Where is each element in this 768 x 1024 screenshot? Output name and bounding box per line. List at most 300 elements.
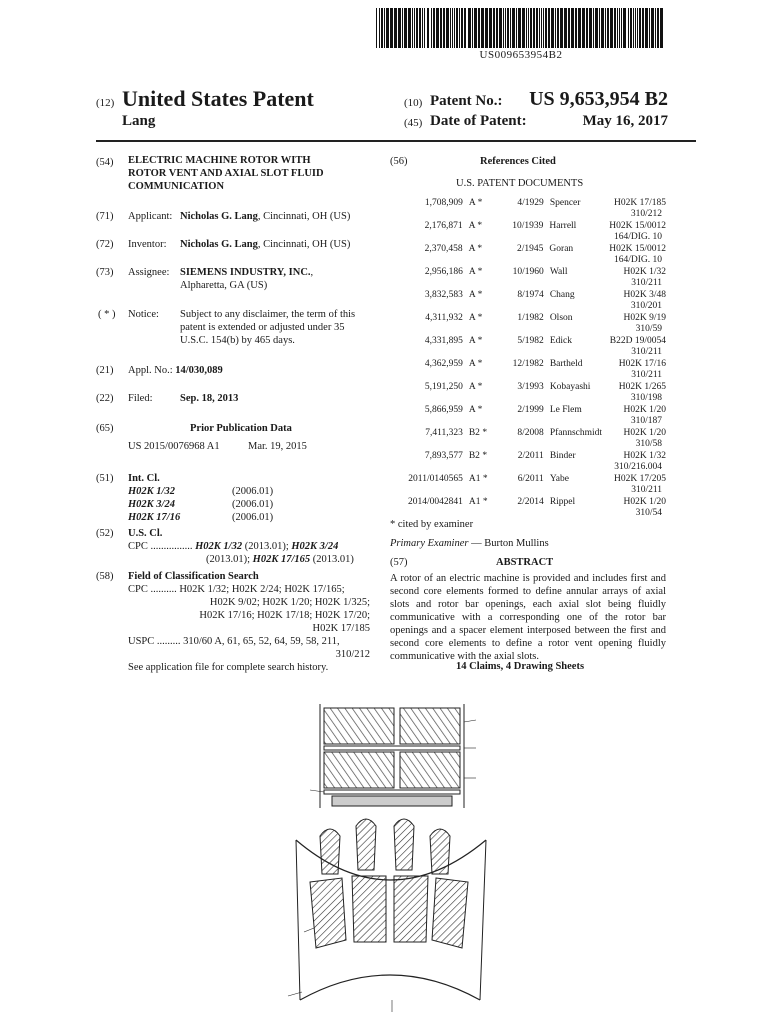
reference-subclass: 310/211 [631, 485, 662, 495]
int-cl-version: (2006.01) [232, 499, 274, 510]
code-52: (52) [96, 528, 114, 539]
barcode-bar [557, 8, 559, 48]
cpc-version: (2013.01); [206, 554, 253, 565]
inventor-label: Inventor: [128, 239, 167, 250]
claims-and-drawing-sheets: 14 Claims, 4 Drawing Sheets [456, 661, 585, 672]
barcode [376, 8, 666, 48]
barcode-bar [424, 8, 425, 48]
reference-name: Spencer [549, 198, 581, 208]
barcode-bar [412, 8, 413, 48]
representative-drawing [280, 700, 500, 1016]
reference-name: Chang [549, 290, 575, 300]
reference-number: 4,331,895 [424, 336, 463, 346]
barcode-bar [551, 8, 554, 48]
barcode-bar [419, 8, 421, 48]
reference-number: 2,956,186 [424, 267, 463, 277]
title-line: ROTOR VENT AND AXIAL SLOT FLUID [128, 168, 324, 179]
barcode-bar [507, 8, 509, 48]
assignee: SIEMENS INDUSTRY, INC., Alpharetta, GA (US) [180, 267, 314, 291]
date-label: Date of Patent: [430, 113, 527, 129]
reference-date: 2/1945 [517, 244, 544, 254]
barcode-bar [575, 8, 577, 48]
reference-number: 2011/0140565 [408, 474, 463, 484]
barcode-bar [528, 8, 529, 48]
barcode-bar [386, 8, 389, 48]
reference-class: H02K 1/20 [623, 428, 666, 438]
filed-date: Sep. 18, 2013 [180, 393, 239, 404]
int-cl-code: H02K 17/16 [128, 512, 181, 523]
reference-name: Olson [549, 313, 573, 323]
examiner-cited-star: * [477, 382, 483, 392]
barcode-bar [431, 8, 432, 48]
barcode-bar [427, 8, 429, 48]
cited-by-examiner-note: * cited by examiner [390, 519, 474, 530]
barcode-bar [456, 8, 458, 48]
barcode-bar [571, 8, 574, 48]
reference-kind-code: A [468, 336, 476, 346]
barcode-bar [468, 8, 471, 48]
reference-kind [463, 221, 501, 232]
cpc-version: (2013.01); [242, 541, 292, 552]
reference-entry [386, 221, 666, 243]
reference-kind [463, 359, 501, 370]
barcode-bar [601, 8, 604, 48]
barcode-bar [614, 8, 616, 48]
header-rule [96, 140, 696, 142]
examiner-cited-star: * [482, 497, 488, 507]
code-notice: ( * ) [98, 309, 116, 320]
code-58: (58) [96, 571, 114, 582]
barcode-bar [496, 8, 498, 48]
prior-publication-date: Mar. 19, 2015 [248, 441, 307, 452]
barcode-bar [564, 8, 567, 48]
reference-kind [463, 198, 501, 209]
reference-date: 2/2014 [517, 497, 544, 507]
document-number: US009653954B2 [479, 49, 563, 61]
barcode-bar [621, 8, 622, 48]
reference-class: H02K 1/20 [623, 405, 666, 415]
barcode-bar [522, 8, 525, 48]
field-uspc [128, 635, 370, 661]
reference-name: Edick [549, 336, 572, 346]
barcode-bar [408, 8, 411, 48]
reference-class: H02K 15/0012 [609, 244, 666, 254]
reference-number: 5,191,250 [424, 382, 463, 392]
barcode-bar [637, 8, 638, 48]
barcode-bar [548, 8, 550, 48]
reference-number: 2,176,871 [424, 221, 463, 231]
reference-kind [463, 313, 501, 324]
reference-kind-code: A [468, 198, 476, 208]
inventor-surname: Lang [122, 113, 156, 129]
code-22: (22) [96, 393, 114, 404]
int-cl-row [128, 498, 298, 511]
reference-kind [463, 290, 501, 301]
references-heading: References Cited [480, 156, 556, 167]
notice-line: Subject to any disclaimer, the term of this [180, 309, 356, 320]
int-cl-code: H02K 3/24 [128, 499, 175, 510]
reference-entry [386, 474, 666, 496]
code-45: (45) [404, 117, 423, 129]
barcode-bar [568, 8, 570, 48]
notice-line: patent is extended or adjusted under 35 [180, 322, 345, 333]
reference-subclass: 310/212 [630, 209, 662, 219]
reference-date: 2/1999 [517, 405, 544, 415]
reference-subclass: 310/201 [630, 301, 662, 311]
code-65: (65) [96, 423, 114, 434]
examiner-cited-star: * [482, 474, 488, 484]
code-21: (21) [96, 365, 114, 376]
code-54: (54) [96, 157, 114, 168]
barcode-bar [450, 8, 451, 48]
reference-kind-code: A [468, 244, 475, 254]
filed-label: Filed: [128, 393, 153, 404]
barcode-bar [545, 8, 547, 48]
reference-subclass: 310/216.004 [614, 462, 662, 472]
int-cl-list [128, 485, 298, 524]
barcode-bar [404, 8, 407, 48]
barcode-bar [454, 8, 455, 48]
barcode-bar [464, 8, 466, 48]
reference-kind [463, 336, 501, 347]
field-of-search-label: Field of Classification Search [128, 571, 259, 582]
barcode-bar [582, 8, 585, 48]
barcode-bar [414, 8, 415, 48]
barcode-bar [610, 8, 613, 48]
barcode-bar [630, 8, 632, 48]
patent-date: May 16, 2017 [582, 113, 668, 129]
inventor [180, 238, 350, 251]
reference-subclass: 310/59 [635, 324, 662, 334]
reference-subclass: 310/211 [631, 370, 662, 380]
int-cl-code: H02K 1/32 [128, 486, 175, 497]
barcode-bar [555, 8, 556, 48]
code-72: (72) [96, 239, 114, 250]
reference-class: H02K 1/32 [623, 451, 666, 461]
reference-entry [386, 267, 666, 289]
notice-text [180, 308, 370, 347]
code-10: (10) [404, 97, 423, 109]
barcode-bar [452, 8, 453, 48]
examiner-cited-star: * [477, 221, 483, 231]
reference-entry [386, 359, 666, 381]
examiner-cited-star: * [477, 313, 483, 323]
primary-examiner-name: — Burton Mullins [468, 538, 549, 549]
barcode-bar [635, 8, 636, 48]
barcode-bar [660, 8, 663, 48]
reference-class: H02K 15/0012 [609, 221, 666, 231]
barcode-bar [416, 8, 418, 48]
reference-class: H02K 3/48 [623, 290, 666, 300]
field-cpc [128, 583, 370, 635]
reference-subclass: 310/211 [631, 347, 662, 357]
barcode-bar [536, 8, 538, 48]
reference-subclass: 310/54 [635, 508, 662, 518]
barcode-bar [398, 8, 401, 48]
reference-number: 4,362,959 [424, 359, 463, 369]
reference-date: 4/1929 [517, 198, 544, 208]
reference-date: 10/1939 [512, 221, 544, 231]
code-12: (12) [96, 97, 115, 109]
examiner-cited-star: * [477, 290, 483, 300]
barcode-bar [633, 8, 634, 48]
barcode-bar [605, 8, 606, 48]
code-56: (56) [390, 156, 408, 167]
us-cl-cpc [128, 540, 373, 566]
prior-publication-heading: Prior Publication Data [190, 423, 292, 434]
reference-entry [386, 336, 666, 358]
notice-label: Notice: [128, 309, 159, 320]
barcode-bar [649, 8, 650, 48]
reference-class: B22D 19/0054 [609, 336, 666, 346]
field-cpc-line: H02K 17/185 [312, 623, 370, 634]
examiner-cited-star: * [477, 244, 483, 254]
reference-entry [386, 244, 666, 266]
title-line: COMMUNICATION [128, 181, 225, 192]
barcode-bar [493, 8, 495, 48]
int-cl-label: Int. Cl. [128, 473, 160, 484]
reference-kind [463, 382, 501, 393]
barcode-bar [655, 8, 656, 48]
reference-entry [386, 405, 666, 427]
uspc-line: 310/212 [335, 649, 370, 660]
us-patent-documents-heading: U.S. PATENT DOCUMENTS [456, 178, 584, 189]
reference-kind-code: A [468, 267, 476, 277]
barcode-bar [619, 8, 620, 48]
reference-kind-code: B2 [468, 451, 480, 461]
barcode-bar [402, 8, 403, 48]
barcode-bar [543, 8, 544, 48]
applicant [180, 210, 350, 223]
reference-kind-code: A [468, 382, 476, 392]
applicant-label: Applicant: [128, 211, 173, 222]
reference-kind [463, 451, 501, 462]
examiner-cited-star: * [477, 267, 483, 277]
barcode-bar [485, 8, 488, 48]
reference-kind [463, 267, 501, 278]
reference-class: H02K 1/20 [623, 497, 666, 507]
rotor-slot-view [288, 819, 486, 1012]
barcode-bar [510, 8, 511, 48]
barcode-bar [541, 8, 542, 48]
prior-publication-number: US 2015/0076968 A1 [128, 441, 220, 452]
barcode-bar [433, 8, 435, 48]
appl-label: Appl. No.: [128, 365, 173, 376]
barcode-bar [586, 8, 588, 48]
reference-kind-code: A1 [468, 474, 481, 484]
reference-subclass: 164/DIG. 10 [613, 255, 662, 265]
reference-number: 7,893,577 [424, 451, 463, 461]
assignee-label: Assignee: [128, 267, 170, 278]
reference-name: Le Flem [549, 405, 582, 415]
reference-date: 3/1993 [517, 382, 544, 392]
barcode-bar [642, 8, 644, 48]
reference-name: Yabe [549, 474, 569, 484]
examiner-cited-star: * [477, 359, 483, 369]
cpc-version: (2013.01) [310, 554, 354, 565]
reference-number: 4,311,932 [425, 313, 463, 323]
reference-class: H02K 9/19 [623, 313, 666, 323]
reference-number: 2014/0042841 [407, 497, 463, 507]
examiner-cited-star: * [477, 405, 483, 415]
barcode-bar [384, 8, 385, 48]
examiner-cited-star: * [477, 198, 483, 208]
barcode-bar [503, 8, 504, 48]
applicant-location: , Cincinnati, OH (US) [257, 211, 351, 222]
reference-name: Kobayashi [549, 382, 591, 392]
field-cpc-line: CPC .......... H02K 1/32; H02K 2/24; H02K 17/165; [128, 584, 345, 595]
field-cpc-line: H02K 9/02; H02K 1/20; H02K 1/325; [209, 597, 370, 608]
barcode-bar [530, 8, 532, 48]
barcode-bar [645, 8, 648, 48]
barcode-bar [481, 8, 484, 48]
barcode-bar [489, 8, 492, 48]
reference-kind-code: A [468, 290, 476, 300]
barcode-bar [651, 8, 654, 48]
invention-title [128, 154, 378, 193]
examiner-cited-star: * [482, 428, 488, 438]
field-cpc-line: H02K 17/16; H02K 17/18; H02K 17/20; [199, 610, 370, 621]
reference-date: 12/1982 [512, 359, 544, 369]
reference-entry [386, 382, 666, 404]
reference-date: 6/2011 [517, 474, 544, 484]
code-71: (71) [96, 211, 114, 222]
reference-class: H02K 1/32 [623, 267, 666, 277]
patent-number: US 9,653,954 B2 [529, 88, 668, 110]
reference-entry [386, 497, 666, 519]
reference-date: 5/1982 [517, 336, 544, 346]
barcode-bar [516, 8, 517, 48]
reference-kind-code: A [468, 405, 476, 415]
barcode-bar [461, 8, 463, 48]
abstract-text: A rotor of an electric machine is provided and includes first and second core elements formed to define annular arrays of axial slots and rotor bar openings, each axial slot being fluidly communicative with a corresponding one of the rotor bar openings and a spacer element interposed between the first and second core elements to define a rotor vent opening fluidly communicative with the axial slots. [390, 573, 666, 662]
primary-examiner [390, 537, 549, 550]
barcode-bar [381, 8, 383, 48]
reference-entry [386, 451, 666, 473]
barcode-bar [617, 8, 618, 48]
barcode-bar [593, 8, 594, 48]
applicant-name: Nicholas G. Lang [180, 211, 258, 222]
reference-kind [463, 474, 501, 485]
reference-number: 1,708,909 [424, 198, 463, 208]
uspc-line: USPC ......... 310/60 A, 61, 65, 52, 64, 59, 58, 211, [128, 636, 340, 647]
reference-kind-code: A1 [468, 497, 481, 507]
cpc-code: H02K 17/165 [252, 554, 311, 565]
barcode-bar [474, 8, 477, 48]
barcode-bar [436, 8, 439, 48]
barcode-bar [440, 8, 442, 48]
abstract-heading: ABSTRACT [496, 557, 554, 568]
patent-heading: United States Patent [122, 86, 314, 111]
reference-name: Wall [549, 267, 568, 277]
code-73: (73) [96, 267, 114, 278]
barcode-bar [472, 8, 473, 48]
reference-subclass: 164/DIG. 10 [613, 232, 662, 242]
reference-subclass: 310/198 [630, 393, 662, 403]
reference-name: Harrell [549, 221, 577, 231]
reference-number: 2,370,458 [424, 244, 463, 254]
reference-date: 10/1960 [512, 267, 544, 277]
reference-kind [463, 405, 501, 416]
reference-entry [386, 198, 666, 220]
barcode-bar [607, 8, 609, 48]
barcode-bar [560, 8, 563, 48]
barcode-bar [539, 8, 540, 48]
int-cl-version: (2006.01) [232, 512, 274, 523]
inventor-name: Nicholas G. Lang [180, 239, 258, 250]
barcode-bar [443, 8, 445, 48]
reference-subclass: 310/187 [630, 416, 662, 426]
reference-subclass: 310/211 [631, 278, 662, 288]
examiner-cited-star: * [477, 336, 483, 346]
barcode-bar [533, 8, 535, 48]
reference-class: H02K 1/265 [618, 382, 666, 392]
barcode-bar [459, 8, 460, 48]
int-cl-row [128, 485, 298, 498]
reference-class: H02K 17/205 [614, 474, 666, 484]
barcode-bar [446, 8, 449, 48]
barcode-bar [376, 8, 377, 48]
barcode-bar [526, 8, 527, 48]
us-cl-label: U.S. Cl. [128, 528, 163, 539]
search-history-note: See application file for complete search history. [128, 662, 329, 673]
barcode-bar [505, 8, 506, 48]
barcode-bar [394, 8, 397, 48]
barcode-bar [422, 8, 423, 48]
barcode-bar [599, 8, 600, 48]
reference-class: H02K 17/185 [614, 198, 666, 208]
reference-number: 7,411,323 [425, 428, 463, 438]
int-cl-row [128, 511, 298, 524]
cpc-code: H02K 3/24 [291, 541, 339, 552]
inventor-location: , Cincinnati, OH (US) [257, 239, 351, 250]
reference-subclass: 310/58 [635, 439, 662, 449]
barcode-bar [379, 8, 380, 48]
reference-date: 2/2011 [517, 451, 544, 461]
reference-kind [463, 428, 501, 439]
cpc-code: H02K 1/32 [195, 541, 243, 552]
application-number [128, 364, 223, 377]
reference-entry [386, 313, 666, 335]
appl-number: 14/030,089 [175, 365, 223, 376]
assignee-location: Alpharetta, GA (US) [180, 280, 268, 291]
barcode-bar [578, 8, 581, 48]
reference-date: 8/2008 [517, 428, 544, 438]
reference-kind [463, 497, 501, 508]
reference-name: Bartheld [549, 359, 583, 369]
barcode-bar [499, 8, 502, 48]
patent-no-label: Patent No.: [430, 93, 503, 109]
primary-examiner-label: Primary Examiner [390, 538, 469, 549]
barcode-bar [589, 8, 592, 48]
examiner-cited-star: * [482, 451, 488, 461]
reference-kind-code: A [468, 221, 475, 231]
reference-kind-code: A [468, 313, 476, 323]
reference-date: 1/1982 [517, 313, 544, 323]
barcode-bar [595, 8, 598, 48]
barcode-bar [390, 8, 393, 48]
reference-name: Binder [549, 451, 576, 461]
cross-section-view [310, 704, 476, 808]
references-list [386, 198, 666, 520]
barcode-bar [628, 8, 629, 48]
int-cl-version: (2006.01) [232, 486, 274, 497]
assignee-name: SIEMENS INDUSTRY, INC. [180, 267, 311, 278]
barcode-bar [478, 8, 480, 48]
barcode-bar [657, 8, 659, 48]
code-57: (57) [390, 557, 408, 568]
barcode-bar [639, 8, 641, 48]
